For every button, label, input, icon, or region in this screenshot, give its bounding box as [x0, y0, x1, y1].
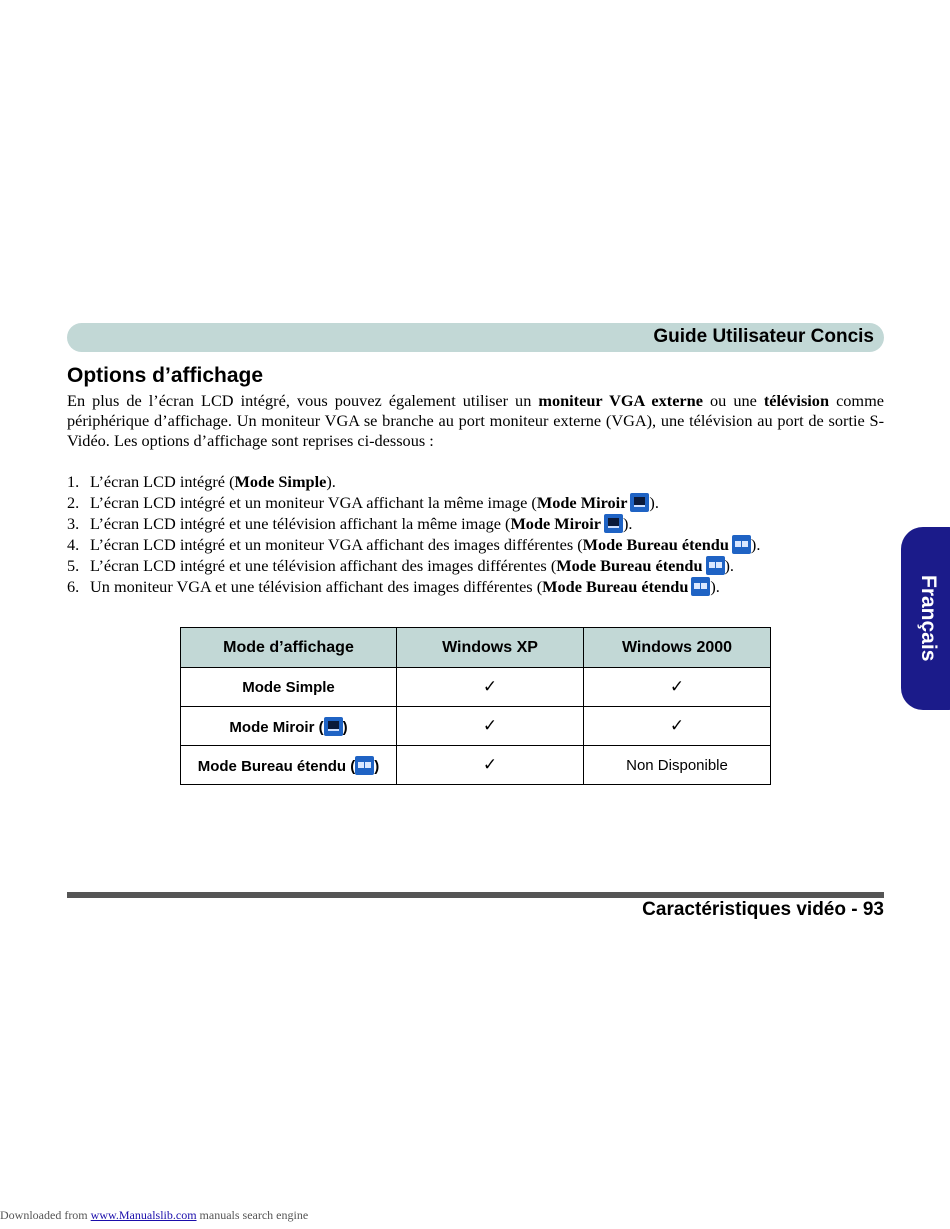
mirror-mode-icon: [324, 717, 343, 736]
row-paren-close: ): [374, 757, 380, 775]
table-row: [181, 746, 771, 785]
list-number: 4.: [67, 535, 80, 554]
list-text: L’écran LCD intégré (: [90, 472, 235, 491]
list-item: [67, 471, 867, 492]
intro-bold-tv: télévision: [763, 391, 830, 410]
list-text: L’écran LCD intégré et une télévision affichant la même image (: [90, 514, 511, 533]
table-row: [181, 668, 771, 707]
list-end: ).: [750, 535, 761, 554]
row-mode-cell: [181, 707, 397, 746]
list-end: ).: [710, 577, 720, 596]
row-paren-open: (: [318, 718, 324, 736]
list-mode: Mode Simple: [234, 472, 327, 491]
list-mode: Mode Bureau étendu: [582, 535, 729, 554]
column-header-mode: Mode d’affichage: [181, 628, 397, 668]
list-text: L’écran LCD intégré et une télévision affichant des images différentes (: [90, 556, 557, 575]
display-modes-table: [180, 627, 771, 785]
column-header-win2000: Windows 2000: [584, 628, 771, 668]
extended-desktop-icon: [691, 577, 710, 596]
mirror-mode-icon: [630, 493, 649, 512]
list-end: ).: [326, 472, 336, 491]
row-winxp-cell: ✓: [397, 746, 584, 785]
header-bar: [67, 323, 884, 352]
list-item: [67, 492, 867, 513]
list-item: [67, 576, 867, 597]
list-item: [67, 555, 867, 576]
list-number: 2.: [67, 493, 80, 512]
list-end: ).: [724, 556, 735, 575]
list-item: [67, 513, 867, 534]
list-number: 5.: [67, 556, 80, 575]
list-mode: Mode Bureau étendu: [556, 556, 703, 575]
intro-paragraph: [67, 391, 884, 451]
list-mode: Mode Miroir: [510, 514, 602, 533]
table-row: [181, 707, 771, 746]
page-footer: Caractéristiques vidéo - 93: [642, 899, 884, 920]
language-side-tab: [901, 527, 950, 710]
list-number: 6.: [67, 577, 80, 596]
row-mode-label: Mode Miroir: [229, 718, 319, 736]
row-mode-cell: [181, 668, 397, 707]
row-mode-label: Mode Simple: [242, 678, 335, 696]
row-paren-close: ): [342, 718, 348, 736]
row-mode-cell: [181, 746, 397, 785]
list-end: ).: [649, 493, 659, 512]
row-win2000-cell: ✓: [584, 707, 771, 746]
header-title: Guide Utilisateur Concis: [653, 326, 874, 347]
section-title: Options d’affichage: [67, 364, 264, 387]
list-number: 3.: [67, 514, 80, 533]
extended-desktop-icon: [355, 756, 374, 775]
row-mode-label: Mode Bureau étendu: [197, 757, 351, 775]
row-winxp-cell: ✓: [397, 668, 584, 707]
list-item: [67, 534, 867, 555]
manualslib-link[interactable]: www.Manualslib.com: [90, 1208, 197, 1222]
row-win2000-cell: ✓: [584, 668, 771, 707]
intro-text-3: comme périphérique d’affichage. Un moniteur VGA se branche au port moniteur externe (VGA), une télévision au port de sortie S-Vidéo. Les options d’affichage sont reprises ci-dessous :: [67, 391, 884, 450]
download-note-suffix: manuals search engine: [196, 1208, 309, 1222]
display-options-list: [67, 471, 867, 597]
list-text: Un moniteur VGA et une télévision affichant des images différentes (: [90, 577, 543, 596]
download-note: [0, 1207, 308, 1223]
row-win2000-cell: Non Disponible: [584, 746, 771, 785]
intro-text-1: En plus de l’écran LCD intégré, vous pouvez également utiliser un: [67, 391, 539, 410]
row-paren-open: (: [350, 757, 356, 775]
row-winxp-cell: ✓: [397, 707, 584, 746]
intro-text-2: ou une: [702, 391, 764, 410]
language-tab-label: Français: [917, 575, 940, 662]
intro-bold-vga: moniteur VGA externe: [538, 391, 703, 410]
column-header-winxp: Windows XP: [397, 628, 584, 668]
table-header-row: [181, 628, 771, 668]
extended-desktop-icon: [732, 535, 751, 554]
extended-desktop-icon: [706, 556, 725, 575]
mirror-mode-icon: [604, 514, 623, 533]
list-number: 1.: [67, 472, 80, 491]
list-text: L’écran LCD intégré et un moniteur VGA affichant des images différentes (: [90, 535, 583, 554]
list-end: ).: [623, 514, 633, 533]
list-text: L’écran LCD intégré et un moniteur VGA affichant la même image (: [90, 493, 537, 512]
list-mode: Mode Miroir: [536, 493, 628, 512]
list-mode: Mode Bureau étendu: [542, 577, 689, 596]
download-note-prefix: Downloaded from: [0, 1208, 91, 1222]
